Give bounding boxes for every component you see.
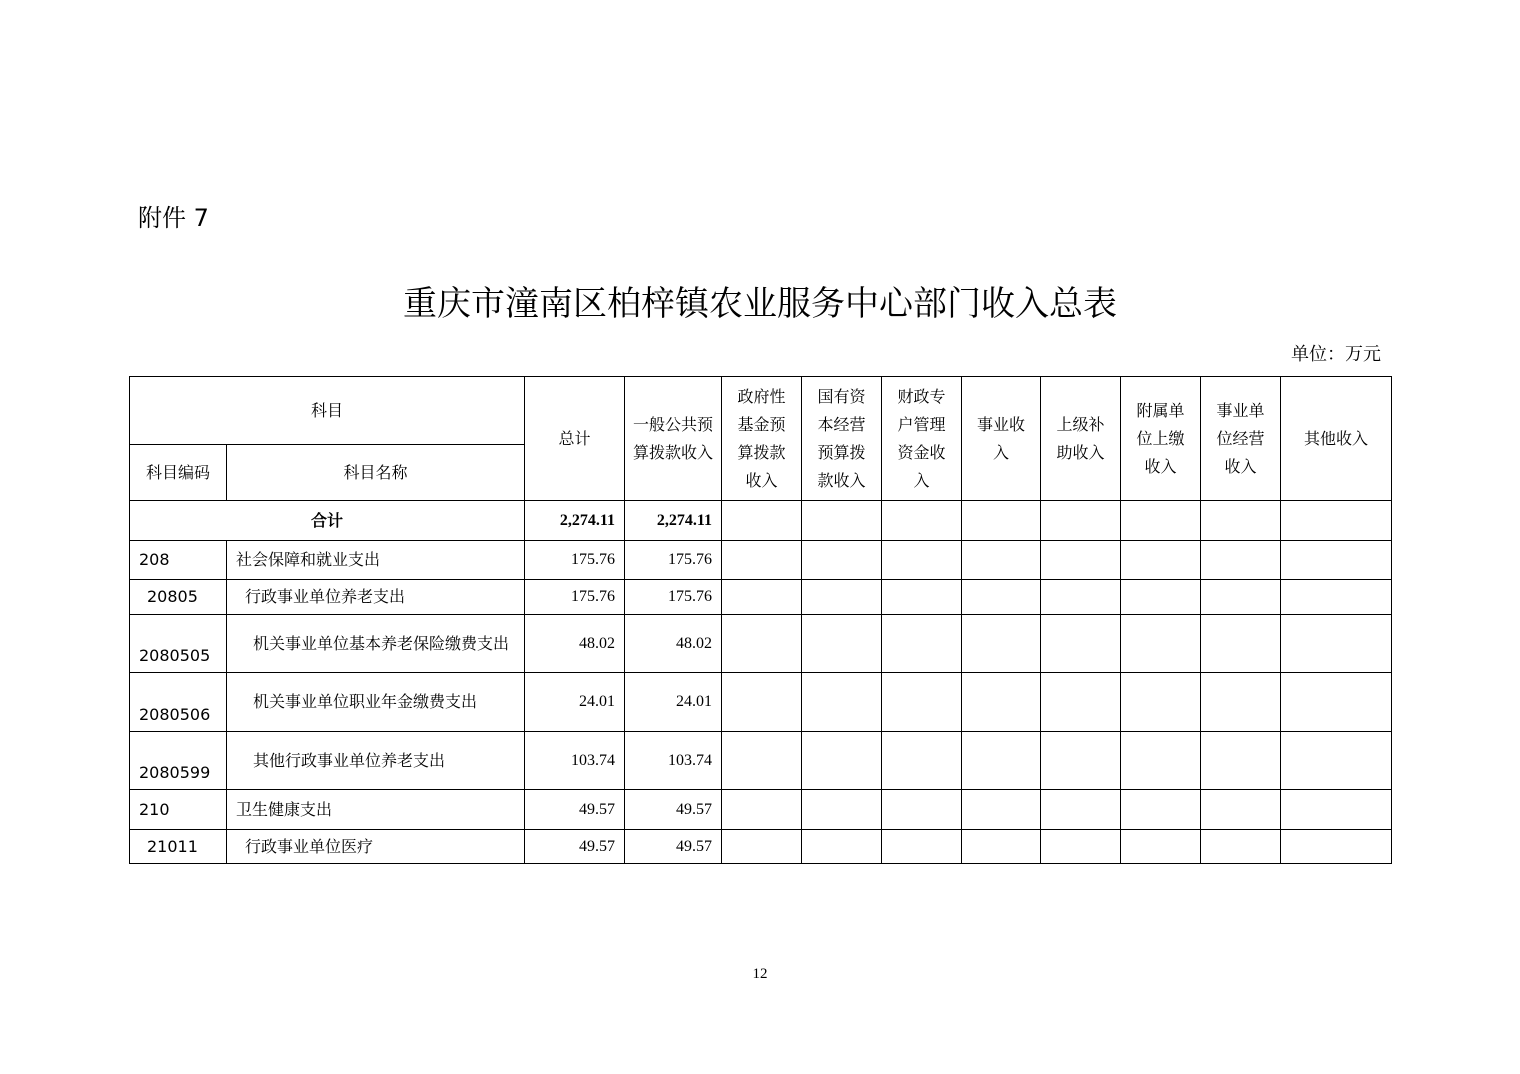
header-affiliated-remit: 附属单位上缴收入 (1121, 377, 1201, 501)
header-subject: 科目 (130, 377, 525, 445)
row-name: 行政事业单位医疗 (227, 830, 525, 864)
table-row (130, 615, 1392, 673)
page-number: 12 (752, 966, 768, 982)
header-total: 总计 (525, 377, 625, 501)
total-general-budget: 2,274.11 (625, 501, 722, 541)
header-other-income: 其他收入 (1281, 377, 1392, 501)
total-value: 2,274.11 (525, 501, 625, 541)
row-name: 社会保障和就业支出 (227, 541, 525, 580)
attachment-label: 附件 7 (138, 204, 209, 232)
row-code: 20805 (130, 580, 227, 615)
header-fiscal-account: 财政专户管理资金收入 (882, 377, 962, 501)
row-total: 48.02 (525, 615, 625, 673)
row-general-budget: 49.57 (625, 790, 722, 830)
row-total: 24.01 (525, 673, 625, 732)
header-subject-name: 科目名称 (227, 445, 525, 501)
header-row-1 (130, 377, 1392, 445)
row-code: 210 (130, 790, 227, 830)
row-code: 2080506 (130, 673, 227, 732)
header-state-capital: 国有资本经营预算拨款收入 (802, 377, 882, 501)
row-code: 2080505 (130, 615, 227, 673)
row-code: 21011 (130, 830, 227, 864)
row-name: 行政事业单位养老支出 (227, 580, 525, 615)
row-name: 卫生健康支出 (227, 790, 525, 830)
row-code: 2080599 (130, 732, 227, 790)
row-general-budget: 103.74 (625, 732, 722, 790)
row-total: 49.57 (525, 790, 625, 830)
header-gov-fund: 政府性基金预算拨款收入 (722, 377, 802, 501)
row-general-budget: 175.76 (625, 580, 722, 615)
total-label: 合计 (130, 501, 525, 541)
row-code: 208 (130, 541, 227, 580)
row-total: 175.76 (525, 580, 625, 615)
row-name: 机关事业单位基本养老保险缴费支出 (227, 615, 525, 673)
row-total: 103.74 (525, 732, 625, 790)
row-general-budget: 49.57 (625, 830, 722, 864)
header-subject-code: 科目编码 (130, 445, 227, 501)
row-total: 175.76 (525, 541, 625, 580)
table-row (130, 580, 1392, 615)
row-general-budget: 24.01 (625, 673, 722, 732)
table-row (130, 732, 1392, 790)
row-name: 其他行政事业单位养老支出 (227, 732, 525, 790)
table-row (130, 673, 1392, 732)
unit-label: 单位：万元 (1291, 344, 1381, 365)
document-title: 重庆市潼南区柏梓镇农业服务中心部门收入总表 (403, 284, 1117, 324)
header-superior-subsidy: 上级补助收入 (1041, 377, 1121, 501)
row-general-budget: 175.76 (625, 541, 722, 580)
header-business-operation: 事业单位经营收入 (1201, 377, 1281, 501)
table-row (130, 790, 1392, 830)
table-row (130, 830, 1392, 864)
header-general-budget: 一般公共预算拨款收入 (625, 377, 722, 501)
income-summary-table (129, 376, 1392, 864)
total-row (130, 501, 1392, 541)
row-total: 49.57 (525, 830, 625, 864)
table-row (130, 541, 1392, 580)
row-general-budget: 48.02 (625, 615, 722, 673)
header-business-income: 事业收入 (962, 377, 1041, 501)
row-name: 机关事业单位职业年金缴费支出 (227, 673, 525, 732)
